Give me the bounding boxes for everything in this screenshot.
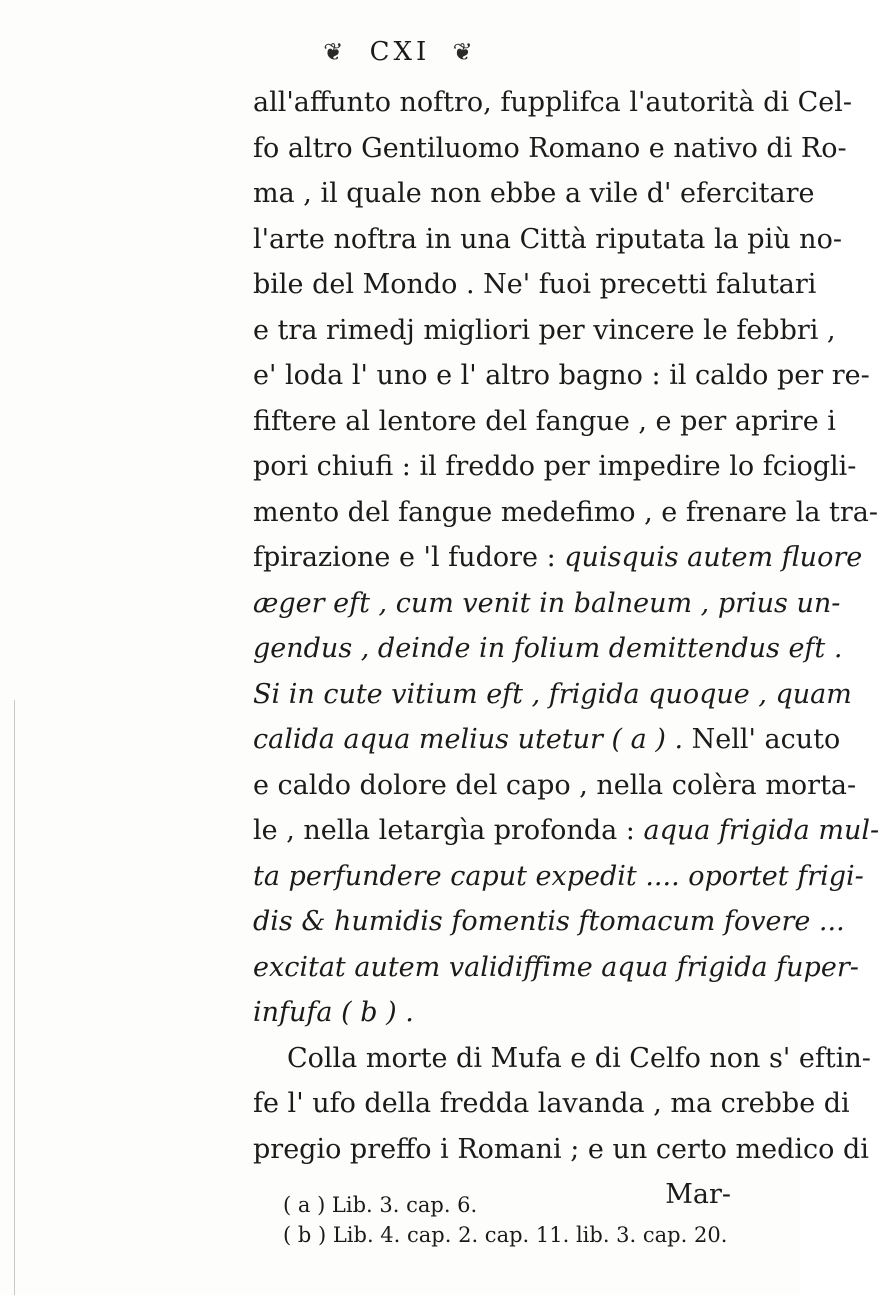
footnote-reference: ( b ) . — [341, 997, 414, 1028]
text-line: bile del Mondo . Ne' fuoi precetti falutari — [253, 269, 817, 300]
text-line: e' loda l' uno e l' altro bagno : il caldo per re- — [253, 360, 870, 391]
latin-quotation-line: dis & humidis fomentis ftomacum fovere ... — [253, 906, 845, 937]
footnotes — [283, 1190, 743, 1250]
page-header — [0, 36, 800, 67]
latin-quotation-line: gendus , deinde in folium demittendus eft . — [253, 633, 843, 664]
text-segment: Nell' acuto — [691, 724, 841, 755]
page-number: CXI — [369, 37, 431, 67]
footnote: ( a ) Lib. 3. cap. 6. — [283, 1193, 478, 1217]
text-line: pregio preffo i Romani ; e un certo medico di — [253, 1133, 869, 1165]
text-line: Colla morte di Mufa e di Celfo non s' eftin- — [287, 1042, 871, 1074]
text-line: fiftere al lentore del fangue , e per aprire i — [253, 405, 836, 437]
ornament-left-icon: ❦ — [323, 38, 348, 66]
latin-quotation: calida aqua melius utetur — [253, 724, 603, 755]
text-line: all'affunto noftro, fupplifca l'autorità di Cel- — [253, 87, 852, 118]
text-segment: le , nella letargìa profonda : — [253, 815, 635, 846]
footnote-reference: ( a ) . — [611, 724, 684, 755]
latin-quotation: aqua frigida mul- — [643, 815, 879, 846]
text-line — [253, 535, 863, 581]
text-line: pori chiufi : il freddo per impedire lo fciogli- — [253, 451, 857, 482]
latin-quotation: infufa — [253, 997, 333, 1028]
latin-quotation-line: excitat autem validiffime aqua frigida fuper- — [253, 951, 859, 983]
body-text — [253, 80, 879, 1218]
latin-quotation-line: æger eft , cum venit in balneum , prius un- — [253, 587, 841, 619]
latin-quotation: quisquis autem fluore — [564, 542, 863, 573]
text-line: ma , il quale non ebbe a vile d' efercitare — [253, 178, 815, 209]
text-line: fe l' ufo della fredda lavanda , ma crebbe di — [253, 1088, 850, 1119]
text-line: mento del fangue medefimo , e frenare la tra- — [253, 496, 878, 528]
ornament-right-icon: ❦ — [452, 38, 477, 66]
text-line: e caldo dolore del capo , nella colèra morta- — [253, 769, 857, 801]
text-line: e tra rimedj migliori per vincere le febbri , — [253, 314, 836, 346]
latin-quotation-line: ta perfundere caput expedit .... oportet frigi- — [253, 860, 864, 892]
latin-quotation-line: Si in cute vitium eft , frigida quoque , quam — [253, 678, 852, 710]
text-segment: fpirazione e 'l fudore : — [253, 542, 556, 573]
text-line: l'arte noftra in una Città riputata la più no- — [253, 223, 842, 255]
page-edge-line — [14, 700, 15, 1295]
footnote: ( b ) Lib. 4. cap. 2. cap. 11. lib. 3. cap. 20. — [283, 1223, 728, 1247]
catchword: Mar- — [665, 1179, 731, 1210]
text-line — [253, 990, 731, 1036]
text-line — [253, 717, 841, 763]
text-line: fo altro Gentiluomo Romano e nativo di Ro- — [253, 132, 847, 164]
text-line — [253, 808, 879, 854]
